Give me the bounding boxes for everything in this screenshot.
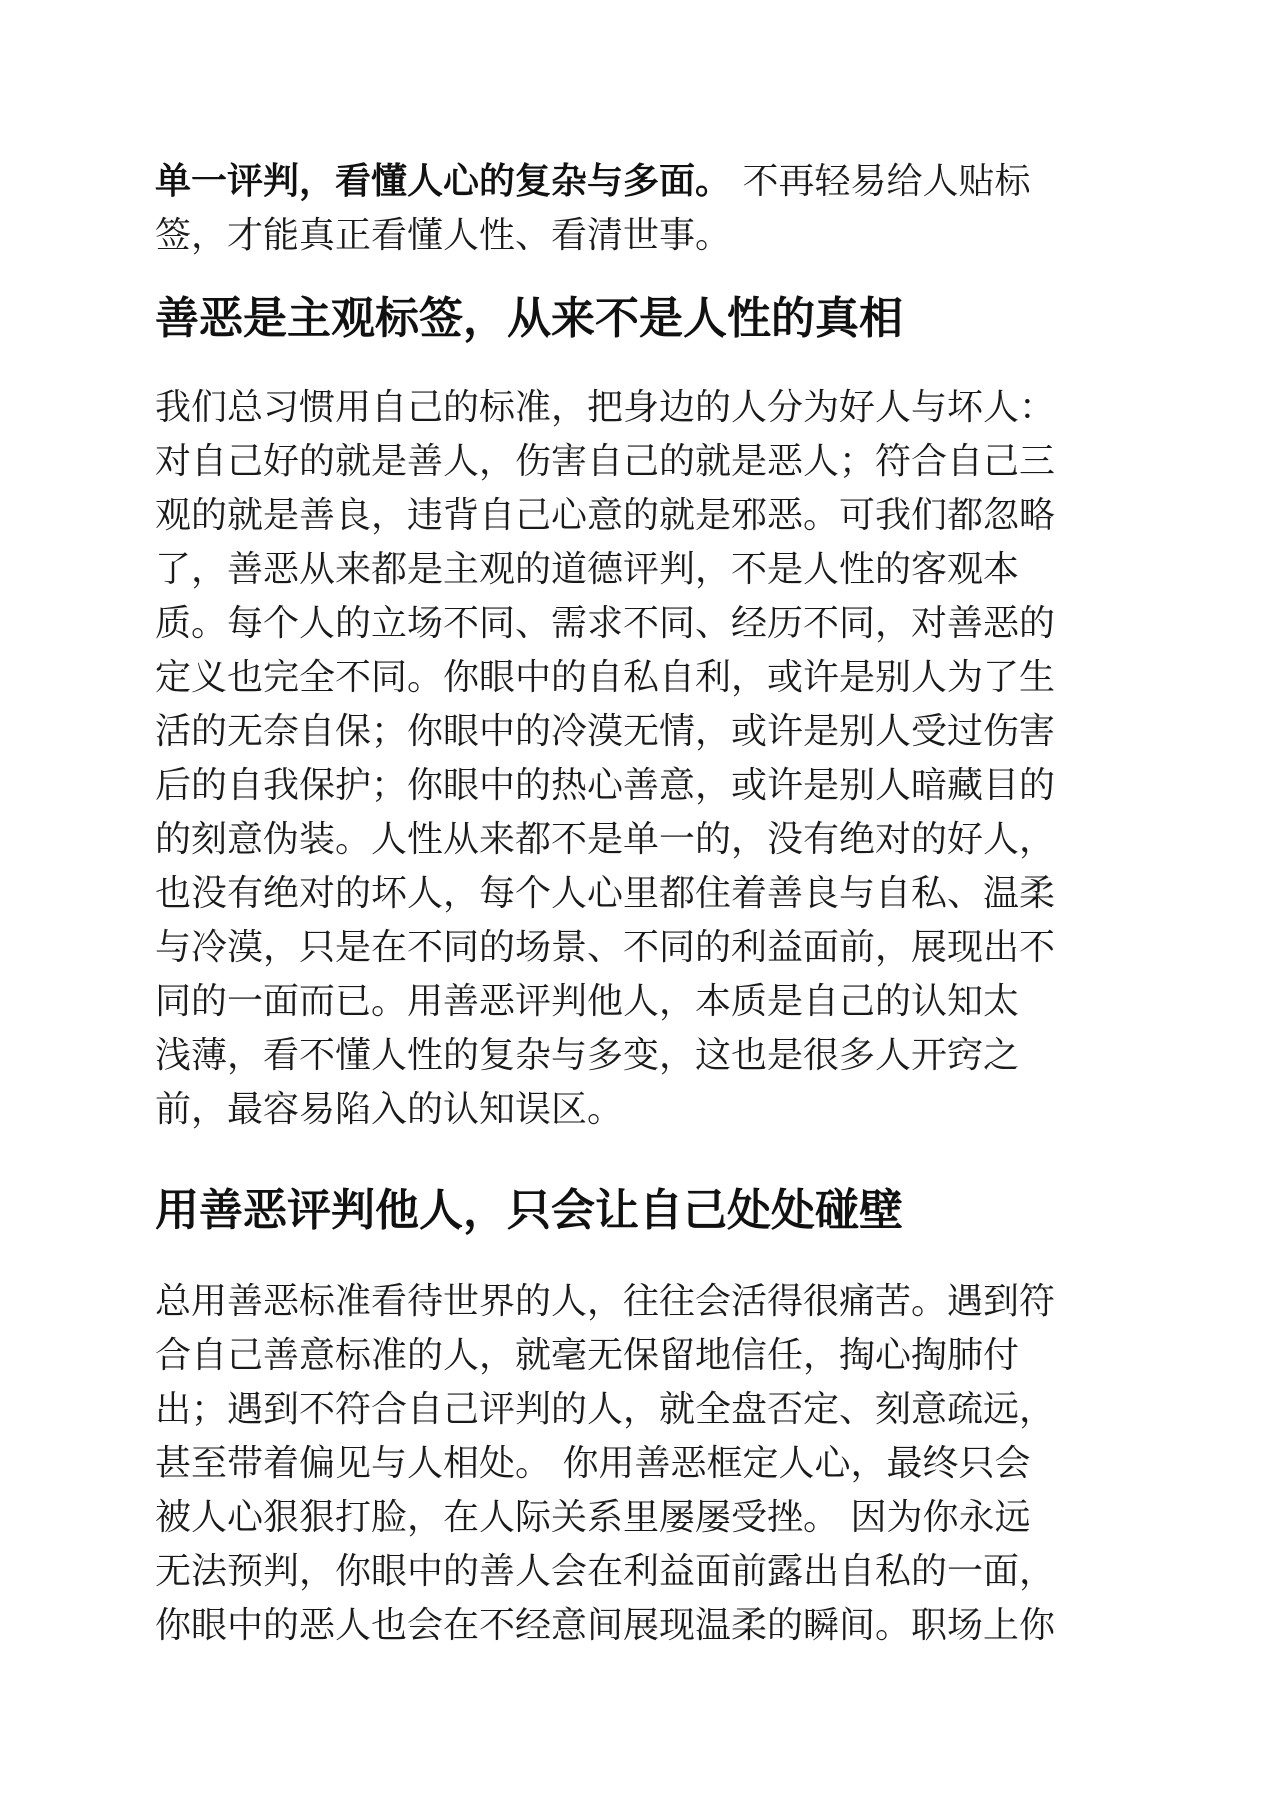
intro-line-1	[155, 155, 1120, 209]
intro-paragraph	[155, 155, 1120, 263]
paragraph-line: 后的自我保护；你眼中的热心善意，或许是别人暗藏目的	[155, 765, 1056, 806]
paragraph-line: 总用善恶标准看待世界的人，往往会活得很痛苦。遇到符	[155, 1281, 1056, 1322]
paragraph-line: 活的无奈自保；你眼中的冷漠无情，或许是别人受过伤害	[155, 711, 1056, 752]
paragraph-line: 我们总习惯用自己的标准，把身边的人分为好人与坏人：	[155, 387, 1056, 428]
paragraph-line: 对自己好的就是善人，伤害自己的就是恶人；符合自己三	[155, 441, 1056, 482]
paragraph-line: 了，善恶从来都是主观的道德评判，不是人性的客观本	[155, 549, 1020, 590]
paragraph-line: 也没有绝对的坏人，每个人心里都住着善良与自私、温柔	[155, 873, 1056, 914]
paragraph-line: 的刻意伪装。人性从来都不是单一的，没有绝对的好人，	[155, 819, 1056, 860]
paragraph-line: 浅薄，看不懂人性的复杂与多变，这也是很多人开窍之	[155, 1035, 1020, 1076]
paragraph-line: 观的就是善良，违背自己心意的就是邪恶。可我们都忽略	[155, 495, 1056, 536]
paragraph-line: 前，最容易陷入的认知误区。	[155, 1089, 624, 1130]
section-1-paragraph	[155, 381, 1120, 1137]
intro-line-2: 签，才能真正看懂人性、看清世事。	[155, 215, 732, 256]
section-2-heading: 用善恶评判他人，只会让自己处处碰壁	[155, 1185, 903, 1236]
paragraph-line: 合自己善意标准的人，就毫无保留地信任，掏心掏肺付	[155, 1335, 1020, 1376]
paragraph-line: 无法预判，你眼中的善人会在利益面前露出自私的一面，	[155, 1551, 1056, 1592]
paragraph-line: 被人心狠狠打脸，在人际关系里屡屡受挫。 因为你永远	[155, 1497, 1031, 1538]
paragraph-line: 甚至带着偏见与人相处。 你用善恶框定人心，最终只会	[155, 1443, 1031, 1484]
paragraph-line: 同的一面而已。用善恶评判他人，本质是自己的认知太	[155, 981, 1020, 1022]
intro-line-1-rest: 不再轻易给人贴标	[731, 161, 1031, 202]
section-1-heading: 善恶是主观标签，从来不是人性的真相	[155, 293, 903, 344]
paragraph-line: 你眼中的恶人也会在不经意间展现温柔的瞬间。职场上你	[155, 1605, 1056, 1646]
intro-bold-text: 单一评判，看懂人心的复杂与多面。	[155, 161, 732, 202]
article-page	[155, 155, 1120, 1653]
paragraph-line: 与冷漠，只是在不同的场景、不同的利益面前，展现出不	[155, 927, 1056, 968]
paragraph-line: 出；遇到不符合自己评判的人，就全盘否定、刻意疏远，	[155, 1389, 1056, 1430]
paragraph-line: 质。每个人的立场不同、需求不同、经历不同，对善恶的	[155, 603, 1056, 644]
section-2-paragraph	[155, 1275, 1120, 1653]
paragraph-line: 定义也完全不同。你眼中的自私自利，或许是别人为了生	[155, 657, 1056, 698]
